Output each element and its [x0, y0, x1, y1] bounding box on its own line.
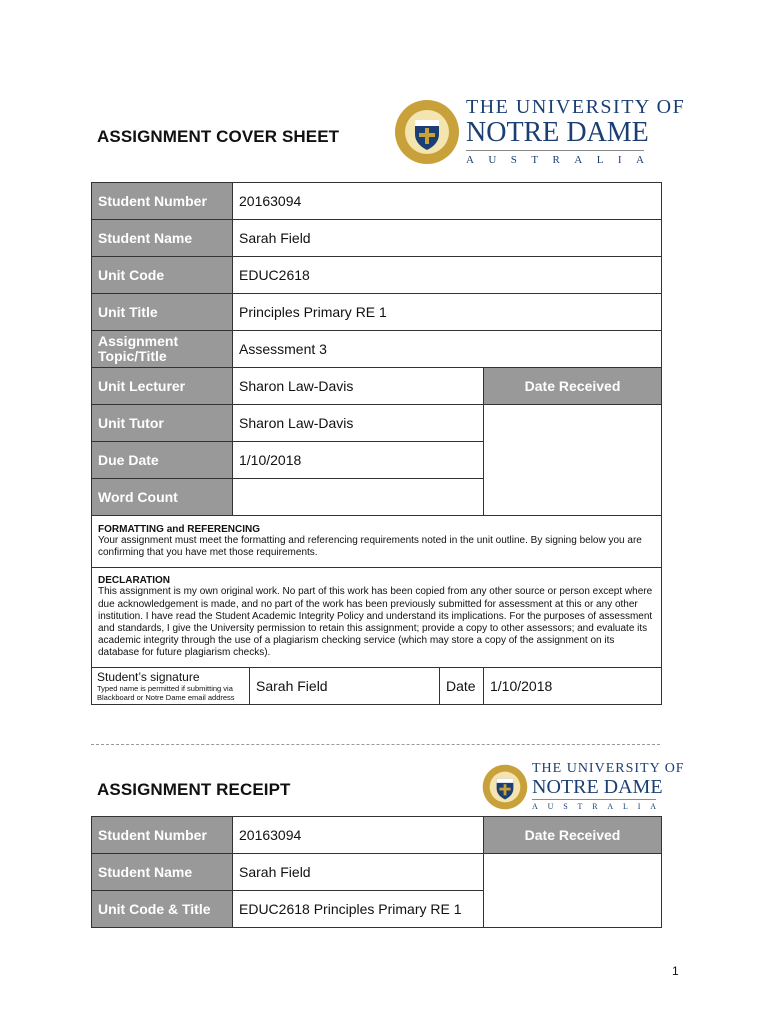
unit-title-label: Unit Title: [92, 294, 233, 331]
unit-lecturer-label: Unit Lecturer: [92, 368, 233, 405]
signature-label: Student’s signature: [97, 670, 200, 684]
date-received-label: Date Received: [484, 368, 662, 405]
table-row: [92, 220, 662, 257]
receipt-date-received-label: Date Received: [484, 817, 662, 854]
receipt-student-number-label: Student Number: [92, 817, 233, 854]
receipt-unit-code-value[interactable]: EDUC2618 Principles Primary RE 1: [233, 891, 484, 928]
university-logo-small: [482, 762, 685, 811]
signature-label-cell: [92, 668, 250, 705]
receipt-title: ASSIGNMENT RECEIPT: [97, 780, 291, 799]
signature-date-label: Date: [440, 668, 484, 705]
crest-icon: [482, 763, 528, 811]
receipt-student-number-value[interactable]: 20163094: [233, 817, 484, 854]
declaration-body: This assignment is my own original work. No part of this work has been copied from any other source or person except where due acknowledgement is made, and no part of the work has been previously submitted for assessment at this or any other institution. I have read the Student Academic Integrity Policy and understand its implications. For the purposes of assessment and standards, I give the University permission to retain this assignment; provide a copy to other assessors; and evaluate its academic integrity through the use of a plagiarism checking service (which may store a copy of the assignment on its database for future plagiarism checks).: [98, 586, 653, 659]
receipt-student-name-value[interactable]: Sarah Field: [233, 854, 484, 891]
receipt-student-name-label: Student Name: [92, 854, 233, 891]
page-number: 1: [672, 964, 679, 978]
receipt-table: [91, 816, 662, 928]
formatting-body: Your assignment must meet the formatting and referencing requirements noted in the unit outline. By signing below you are confirming that you have met those requirements.: [98, 534, 642, 558]
signature-row: [92, 668, 662, 705]
table-row: [92, 294, 662, 331]
unit-code-label: Unit Code: [92, 257, 233, 294]
signature-date-value[interactable]: 1/10/2018: [484, 668, 662, 705]
student-name-value[interactable]: Sarah Field: [233, 220, 662, 257]
cover-table: [91, 182, 662, 705]
student-number-label: Student Number: [92, 183, 233, 220]
assignment-topic-value[interactable]: Assessment 3: [233, 331, 662, 368]
tear-line: [91, 744, 660, 745]
receipt-date-received-box[interactable]: [484, 854, 662, 928]
due-date-value[interactable]: 1/10/2018: [233, 442, 484, 479]
formatting-heading: FORMATTING and REFERENCING: [98, 523, 261, 535]
table-row: [92, 405, 662, 442]
declaration-heading: DECLARATION: [98, 575, 171, 587]
word-count-label: Word Count: [92, 479, 233, 516]
table-row: [92, 183, 662, 220]
unit-lecturer-value[interactable]: Sharon Law-Davis: [233, 368, 484, 405]
table-row: [92, 257, 662, 294]
unit-title-value[interactable]: Principles Primary RE 1: [233, 294, 662, 331]
table-row: [92, 854, 662, 891]
signature-value[interactable]: Sarah Field: [250, 668, 440, 705]
unit-tutor-value[interactable]: Sharon Law-Davis: [233, 405, 484, 442]
logo-line-1: THE UNIVERSITY OF: [466, 96, 686, 118]
table-row: [92, 331, 662, 368]
student-number-value[interactable]: 20163094: [233, 183, 662, 220]
table-row: [92, 817, 662, 854]
declaration-row: [92, 568, 662, 668]
university-logo: [394, 97, 685, 166]
logo-line-1: THE UNIVERSITY OF: [532, 761, 685, 776]
date-received-box[interactable]: [484, 405, 662, 516]
formatting-row: [92, 516, 662, 568]
unit-code-value[interactable]: EDUC2618: [233, 257, 662, 294]
logo-line-3: A U S T R A L I A: [532, 799, 656, 811]
word-count-value[interactable]: [233, 479, 484, 516]
unit-tutor-label: Unit Tutor: [92, 405, 233, 442]
table-row: [92, 368, 662, 405]
assignment-topic-label: Assignment Topic/Title: [92, 331, 233, 368]
logo-line-2: NOTRE DAME: [532, 776, 663, 798]
formatting-cell: [92, 516, 662, 568]
declaration-cell: [92, 568, 662, 668]
crest-icon: [394, 98, 460, 166]
cover-title: ASSIGNMENT COVER SHEET: [97, 127, 340, 146]
logo-line-3: A U S T R A L I A: [466, 150, 644, 166]
due-date-label: Due Date: [92, 442, 233, 479]
student-name-label: Student Name: [92, 220, 233, 257]
logo-line-2: NOTRE DAME: [466, 117, 649, 148]
signature-note: Typed name is permitted if submitting via Blackboard or Notre Dame email address: [97, 684, 235, 702]
receipt-unit-code-label: Unit Code & Title: [92, 891, 233, 928]
